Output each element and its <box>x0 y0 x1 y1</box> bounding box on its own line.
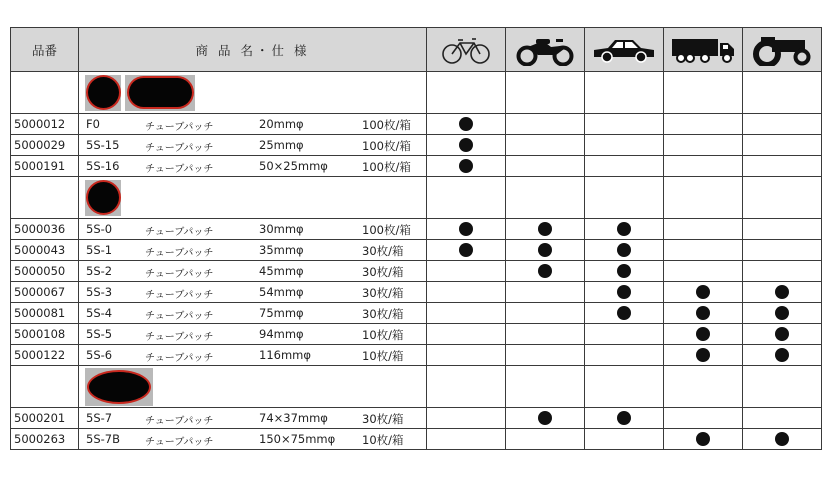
patch-size: 94mmφ <box>259 327 304 341</box>
compatible-dot-icon <box>617 243 631 257</box>
compatibility-cell <box>743 303 822 324</box>
compatibility-cell <box>664 219 743 240</box>
patch-shape <box>129 78 192 107</box>
compatibility-cell <box>506 240 585 261</box>
spec-cell <box>79 429 427 450</box>
model-number: 5S-5 <box>86 327 113 341</box>
table-row <box>11 135 822 156</box>
product-type: チューブパッチ <box>145 353 214 364</box>
table-row <box>11 240 822 261</box>
compatibility-cell <box>427 324 506 345</box>
patch-size: 150×75mmφ <box>259 432 336 446</box>
car-column-header <box>585 28 664 72</box>
compatibility-cell <box>506 135 585 156</box>
compatibility-cell <box>506 429 585 450</box>
product-type: チューブパッチ <box>145 332 214 343</box>
patch-size: 25mmφ <box>259 138 304 152</box>
pack-quantity: 10枚/箱 <box>362 433 404 447</box>
compatibility-cell <box>427 261 506 282</box>
compatibility-cell <box>506 156 585 177</box>
product-spec-table <box>10 27 822 450</box>
pack-quantity: 100枚/箱 <box>362 139 411 153</box>
pack-quantity: 10枚/箱 <box>362 328 404 342</box>
compatibility-cell <box>427 408 506 429</box>
table-row <box>11 156 822 177</box>
compatibility-cell <box>743 135 822 156</box>
patch-shape <box>89 372 149 402</box>
compatible-dot-icon <box>617 222 631 236</box>
table-row <box>11 408 822 429</box>
compatibility-cell <box>664 135 743 156</box>
empty-cell <box>11 177 79 219</box>
patch-size: 116mmφ <box>259 348 311 362</box>
patch-size: 35mmφ <box>259 243 304 257</box>
compatibility-cell <box>427 219 506 240</box>
tractor-icon <box>752 34 812 66</box>
empty-cell <box>664 72 743 114</box>
compatibility-cell <box>664 345 743 366</box>
compatible-dot-icon <box>538 411 552 425</box>
compatibility-cell <box>743 408 822 429</box>
patch-image-row <box>11 72 822 114</box>
compatibility-cell <box>427 303 506 324</box>
pack-quantity: 30枚/箱 <box>362 265 404 279</box>
pack-quantity: 30枚/箱 <box>362 244 404 258</box>
compatibility-cell <box>585 345 664 366</box>
empty-cell <box>585 366 664 408</box>
product-code: 5000050 <box>11 261 79 282</box>
compatibility-cell <box>427 156 506 177</box>
spec-cell <box>79 324 427 345</box>
patch-images-cell <box>79 72 427 114</box>
table-row <box>11 114 822 135</box>
pack-quantity: 30枚/箱 <box>362 286 404 300</box>
table-row <box>11 429 822 450</box>
compatibility-cell <box>743 114 822 135</box>
compatible-dot-icon <box>696 348 710 362</box>
patch-size: 20mmφ <box>259 117 304 131</box>
model-number: 5S-0 <box>86 222 113 236</box>
compatible-dot-icon <box>696 285 710 299</box>
patch-image-row <box>11 177 822 219</box>
model-number: 5S-6 <box>86 348 113 362</box>
product-type: チューブパッチ <box>145 227 214 238</box>
product-code: 5000191 <box>11 156 79 177</box>
pack-quantity: 10枚/箱 <box>362 349 404 363</box>
model-number: 5S-15 <box>86 138 120 152</box>
model-number: F0 <box>86 117 100 131</box>
empty-cell <box>585 177 664 219</box>
product-type: チューブパッチ <box>145 122 214 133</box>
compatibility-cell <box>664 240 743 261</box>
compatibility-cell <box>506 408 585 429</box>
compatible-dot-icon <box>617 264 631 278</box>
product-type: チューブパッチ <box>145 416 214 427</box>
compatible-dot-icon <box>775 348 789 362</box>
empty-cell <box>506 177 585 219</box>
empty-cell <box>664 366 743 408</box>
product-code: 5000029 <box>11 135 79 156</box>
compatibility-cell <box>743 345 822 366</box>
model-number: 5S-4 <box>86 306 113 320</box>
compatible-dot-icon <box>459 222 473 236</box>
compatibility-cell <box>743 282 822 303</box>
compatibility-cell <box>743 219 822 240</box>
compatibility-cell <box>427 345 506 366</box>
product-code: 5000012 <box>11 114 79 135</box>
product-code: 5000081 <box>11 303 79 324</box>
truck-icon <box>671 36 735 64</box>
compatibility-cell <box>427 429 506 450</box>
patch-size: 74×37mmφ <box>259 411 328 425</box>
compatibility-cell <box>585 429 664 450</box>
compatible-dot-icon <box>538 243 552 257</box>
patch-image-row <box>11 366 822 408</box>
empty-cell <box>506 72 585 114</box>
compatible-dot-icon <box>459 117 473 131</box>
code-column-header: 品番 <box>11 28 79 72</box>
compatibility-cell <box>427 240 506 261</box>
patch-shape <box>88 182 119 213</box>
compatibility-cell <box>585 408 664 429</box>
patch-size: 30mmφ <box>259 222 304 236</box>
model-number: 5S-7 <box>86 411 113 425</box>
compatibility-cell <box>506 261 585 282</box>
patch-size: 50×25mmφ <box>259 159 328 173</box>
product-code: 5000067 <box>11 282 79 303</box>
compatibility-cell <box>506 282 585 303</box>
compatibility-cell <box>506 324 585 345</box>
empty-cell <box>743 177 822 219</box>
empty-cell <box>427 72 506 114</box>
compatible-dot-icon <box>459 243 473 257</box>
spec-cell <box>79 345 427 366</box>
compatibility-cell <box>506 114 585 135</box>
empty-cell <box>506 366 585 408</box>
compatibility-cell <box>743 429 822 450</box>
empty-cell <box>743 366 822 408</box>
compatible-dot-icon <box>617 411 631 425</box>
empty-cell <box>427 177 506 219</box>
round-patch-image <box>85 180 121 216</box>
compatible-dot-icon <box>459 159 473 173</box>
spec-cell <box>79 219 427 240</box>
pack-quantity: 100枚/箱 <box>362 223 411 237</box>
name-spec-column-header: 商 品 名・仕 様 <box>79 28 427 72</box>
product-code: 5000263 <box>11 429 79 450</box>
compatibility-cell <box>427 114 506 135</box>
compatibility-cell <box>743 261 822 282</box>
tractor-column-header <box>743 28 822 72</box>
empty-cell <box>11 72 79 114</box>
compatibility-cell <box>743 156 822 177</box>
compatibility-cell <box>585 324 664 345</box>
compatibility-cell <box>664 282 743 303</box>
table-row <box>11 261 822 282</box>
product-type: チューブパッチ <box>145 248 214 259</box>
compatibility-cell <box>585 219 664 240</box>
spec-cell <box>79 261 427 282</box>
motorcycle-icon <box>516 34 574 66</box>
patch-size: 54mmφ <box>259 285 304 299</box>
compatibility-cell <box>506 219 585 240</box>
table-row <box>11 282 822 303</box>
truck-column-header <box>664 28 743 72</box>
compatibility-cell <box>664 303 743 324</box>
product-code: 5000201 <box>11 408 79 429</box>
product-type: チューブパッチ <box>145 290 214 301</box>
car-icon <box>591 36 657 64</box>
compatible-dot-icon <box>775 285 789 299</box>
compatible-dot-icon <box>775 432 789 446</box>
pack-quantity: 100枚/箱 <box>362 160 411 174</box>
model-number: 5S-16 <box>86 159 120 173</box>
compatibility-cell <box>585 114 664 135</box>
product-type: チューブパッチ <box>145 164 214 175</box>
patch-images-cell <box>79 366 427 408</box>
compatibility-cell <box>743 324 822 345</box>
compatibility-cell <box>427 282 506 303</box>
compatible-dot-icon <box>617 306 631 320</box>
round-patch-image <box>85 75 121 111</box>
table-row <box>11 303 822 324</box>
compatible-dot-icon <box>775 327 789 341</box>
pack-quantity: 30枚/箱 <box>362 412 404 426</box>
compatibility-cell <box>664 408 743 429</box>
spec-cell <box>79 282 427 303</box>
empty-cell <box>743 72 822 114</box>
model-number: 5S-1 <box>86 243 113 257</box>
compatibility-cell <box>664 324 743 345</box>
compatibility-cell <box>664 114 743 135</box>
product-type: チューブパッチ <box>145 269 214 280</box>
product-code: 5000043 <box>11 240 79 261</box>
pack-quantity: 100枚/箱 <box>362 118 411 132</box>
compatible-dot-icon <box>538 222 552 236</box>
empty-cell <box>664 177 743 219</box>
compatibility-cell <box>585 282 664 303</box>
table-row <box>11 345 822 366</box>
compatibility-cell <box>664 156 743 177</box>
pack-quantity: 30枚/箱 <box>362 307 404 321</box>
empty-cell <box>585 72 664 114</box>
compatible-dot-icon <box>696 327 710 341</box>
compatibility-cell <box>427 135 506 156</box>
compatibility-cell <box>585 135 664 156</box>
model-number: 5S-7B <box>86 432 120 446</box>
compatible-dot-icon <box>617 285 631 299</box>
table-row <box>11 219 822 240</box>
product-type: チューブパッチ <box>145 143 214 154</box>
empty-cell <box>427 366 506 408</box>
compatible-dot-icon <box>696 306 710 320</box>
compatibility-cell <box>506 345 585 366</box>
spec-cell <box>79 240 427 261</box>
spec-cell <box>79 135 427 156</box>
table-header-row <box>11 28 822 72</box>
long-patch-image <box>125 75 195 111</box>
compatible-dot-icon <box>459 138 473 152</box>
spec-cell <box>79 114 427 135</box>
motorcycle-column-header <box>506 28 585 72</box>
spec-cell <box>79 408 427 429</box>
oval-patch-image <box>85 368 153 406</box>
patch-shape <box>88 77 119 108</box>
bicycle-icon <box>441 35 491 65</box>
model-number: 5S-2 <box>86 264 113 278</box>
compatibility-cell <box>664 261 743 282</box>
product-type: チューブパッチ <box>145 437 214 448</box>
compatible-dot-icon <box>696 432 710 446</box>
table-row <box>11 324 822 345</box>
product-code: 5000122 <box>11 345 79 366</box>
compatibility-cell <box>585 156 664 177</box>
compatibility-cell <box>743 240 822 261</box>
compatible-dot-icon <box>775 306 789 320</box>
compatibility-cell <box>664 429 743 450</box>
spec-cell <box>79 303 427 324</box>
product-code: 5000036 <box>11 219 79 240</box>
spec-cell <box>79 156 427 177</box>
patch-size: 75mmφ <box>259 306 304 320</box>
empty-cell <box>11 366 79 408</box>
compatibility-cell <box>585 303 664 324</box>
product-code: 5000108 <box>11 324 79 345</box>
compatibility-cell <box>585 261 664 282</box>
product-type: チューブパッチ <box>145 311 214 322</box>
model-number: 5S-3 <box>86 285 113 299</box>
compatibility-cell <box>585 240 664 261</box>
bicycle-column-header <box>427 28 506 72</box>
compatibility-cell <box>506 303 585 324</box>
compatible-dot-icon <box>538 264 552 278</box>
patch-images-cell <box>79 177 427 219</box>
patch-size: 45mmφ <box>259 264 304 278</box>
